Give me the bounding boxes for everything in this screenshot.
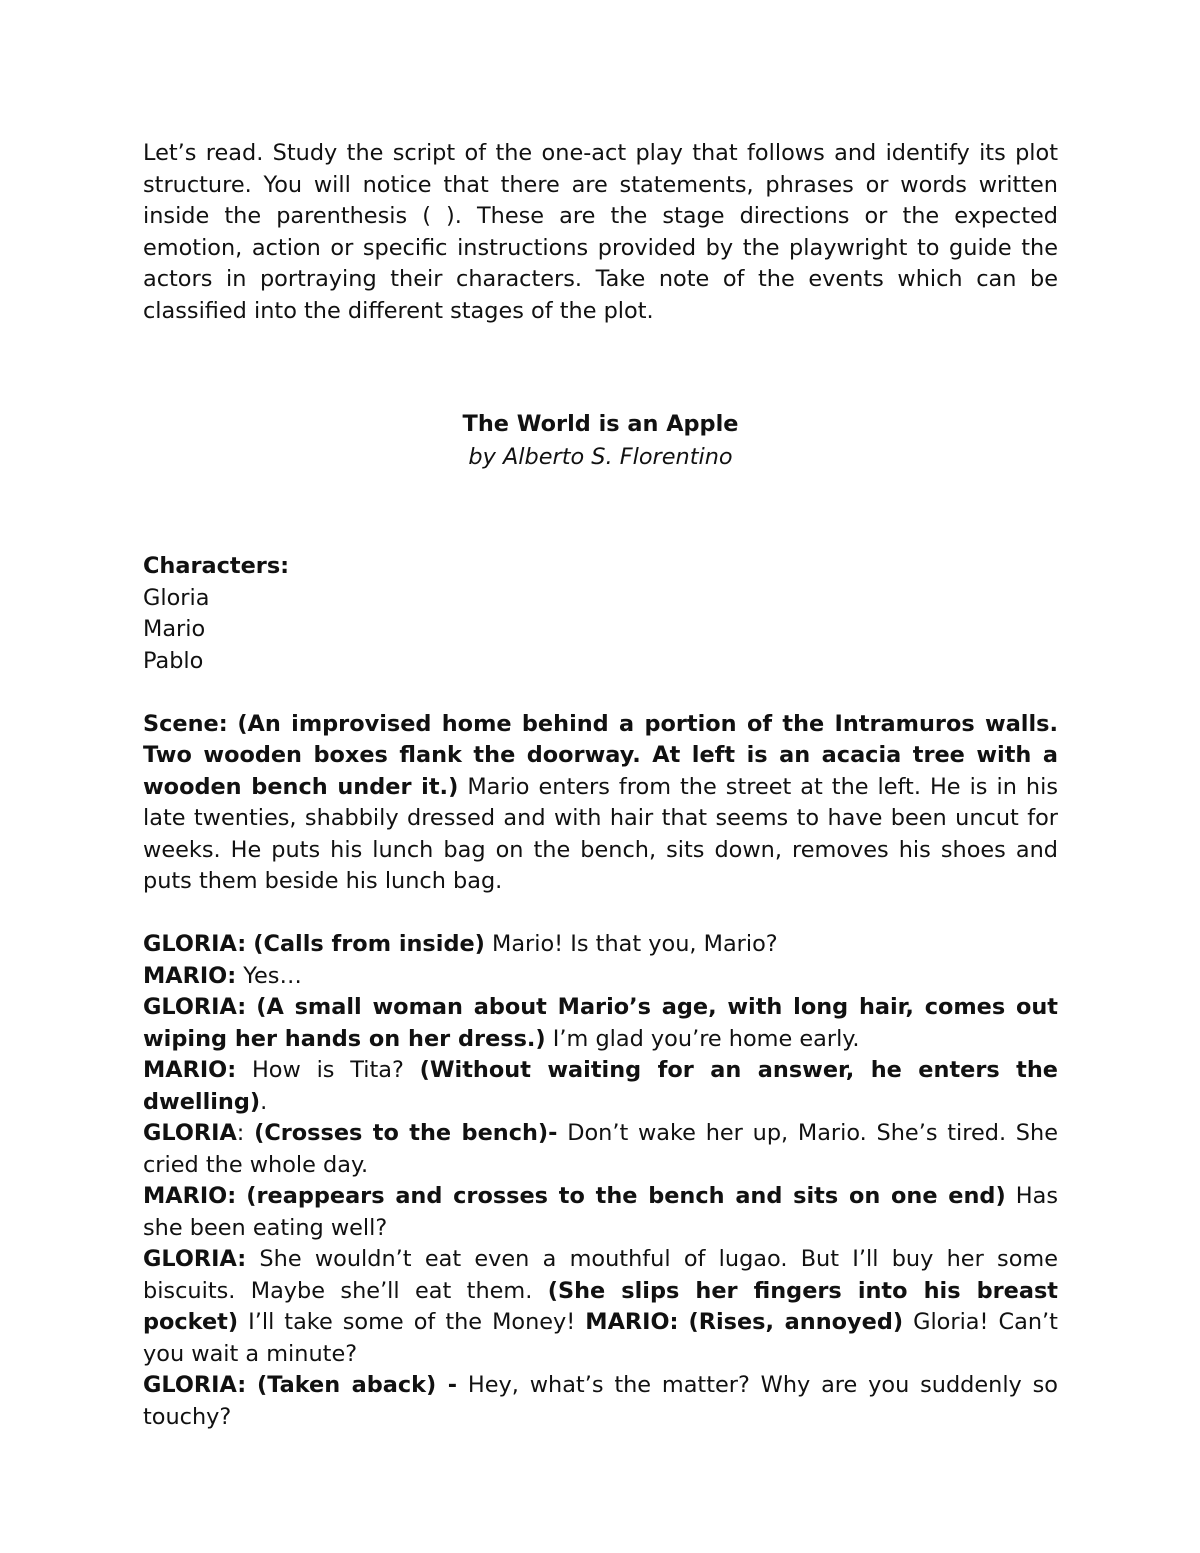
dialogue-line [143, 1370, 1058, 1433]
dialogue-text: Yes… [243, 962, 302, 989]
character-item: Gloria [143, 584, 210, 611]
document-page [143, 138, 1058, 1433]
speaker-name: GLORIA: [143, 994, 247, 1020]
dialogue-text: Hey, what’s the matter? Why are you suddenly so touchy? [143, 1372, 1058, 1430]
speaker-name: MARIO: [143, 1183, 237, 1209]
stage-direction: (Rises, annoyed) [688, 1309, 904, 1335]
stage-direction: (Taken aback) - [256, 1372, 458, 1398]
dialogue-text: Gloria! Can’t you wait a minute? [143, 1309, 1058, 1367]
speaker-name: GLORIA: [143, 1372, 247, 1398]
dialogue-text: She wouldn’t eat even a mouthful of lugao. But I’ll buy her some biscuits. Maybe she’ll eat them. [143, 1246, 1058, 1304]
stage-direction: (A small woman about Mario’s age, with long hair, comes out wiping her hands on her dress.) [143, 994, 1058, 1052]
script-dialogue [143, 929, 1058, 1433]
dialogue-text: How is Tita? [251, 1057, 404, 1083]
scene-text: Mario enters from the street at the left. He is in his late twenties, shabbily dressed and with hair that seems to have been uncut for weeks. He puts his lunch bag on the bench, sits down, removes his shoes and puts them beside his lunch bag. [143, 773, 1058, 894]
dialogue-line [143, 992, 1058, 1055]
speaker-name: MARIO: [143, 962, 237, 989]
dialogue-text: Don’t wake her up, Mario. She’s tired. She cried the whole day. [143, 1120, 1058, 1178]
character-item: Pablo [143, 647, 204, 674]
speaker-name: GLORIA [143, 1120, 237, 1146]
scene-label: Scene: [143, 710, 228, 737]
dialogue-text: . [260, 1088, 268, 1115]
speaker-name: MARIO: [585, 1309, 679, 1335]
stage-direction: (Calls from inside) [253, 931, 485, 957]
play-title: The World is an Apple [462, 411, 739, 437]
play-author: by Alberto S. Florentino [468, 444, 733, 470]
dialogue-text: I’m glad you’re home early. [552, 1025, 860, 1052]
scene-direction: (An improvised home behind a portion of the Intramuros walls. Two wooden boxes flank the doorway. At left is an acacia tree with a wooden bench under it.) [143, 710, 1058, 800]
stage-direction: (reappears and crosses to the bench and sits on one end) [246, 1183, 1006, 1209]
stage-direction: (Without waiting for an answer, he enters the dwelling) [143, 1057, 1058, 1115]
dialogue-line [143, 1118, 1058, 1181]
character-item: Mario [143, 616, 206, 642]
dialogue-text: Has she been eating well? [143, 1183, 1059, 1241]
stage-direction: (Crosses to the bench)- [254, 1120, 558, 1146]
dialogue-line [143, 1244, 1058, 1370]
intro-paragraph: Let’s read. Study the script of the one-act play that follows and identify its plot structure. You will notice that there are statements, phrases or words written inside the parenthesis ( ). These are the stage directions or the expected emotion, action or specific instructions provided by the playwright to guide the actors in portraying their characters. Take note of the events which can be classified into the different stages of the plot. [143, 140, 1058, 324]
stage-direction: (She slips her fingers into his breast pocket) [143, 1277, 1058, 1335]
dialogue-line [143, 1055, 1058, 1118]
dialogue-text: Mario! Is that you, Mario? [492, 931, 778, 957]
scene-description [143, 709, 1058, 898]
dialogue-text: I’ll take some of the Money! [248, 1309, 576, 1335]
speaker-name: GLORIA: [143, 931, 247, 957]
dialogue-line [143, 961, 1058, 993]
speaker-name: MARIO: [143, 1057, 237, 1083]
dialogue-line [143, 929, 1058, 961]
characters-heading: Characters: [143, 553, 290, 579]
speaker-name: GLORIA: [143, 1246, 247, 1272]
dialogue-line [143, 1181, 1058, 1244]
speaker-separator: : [236, 1120, 245, 1146]
